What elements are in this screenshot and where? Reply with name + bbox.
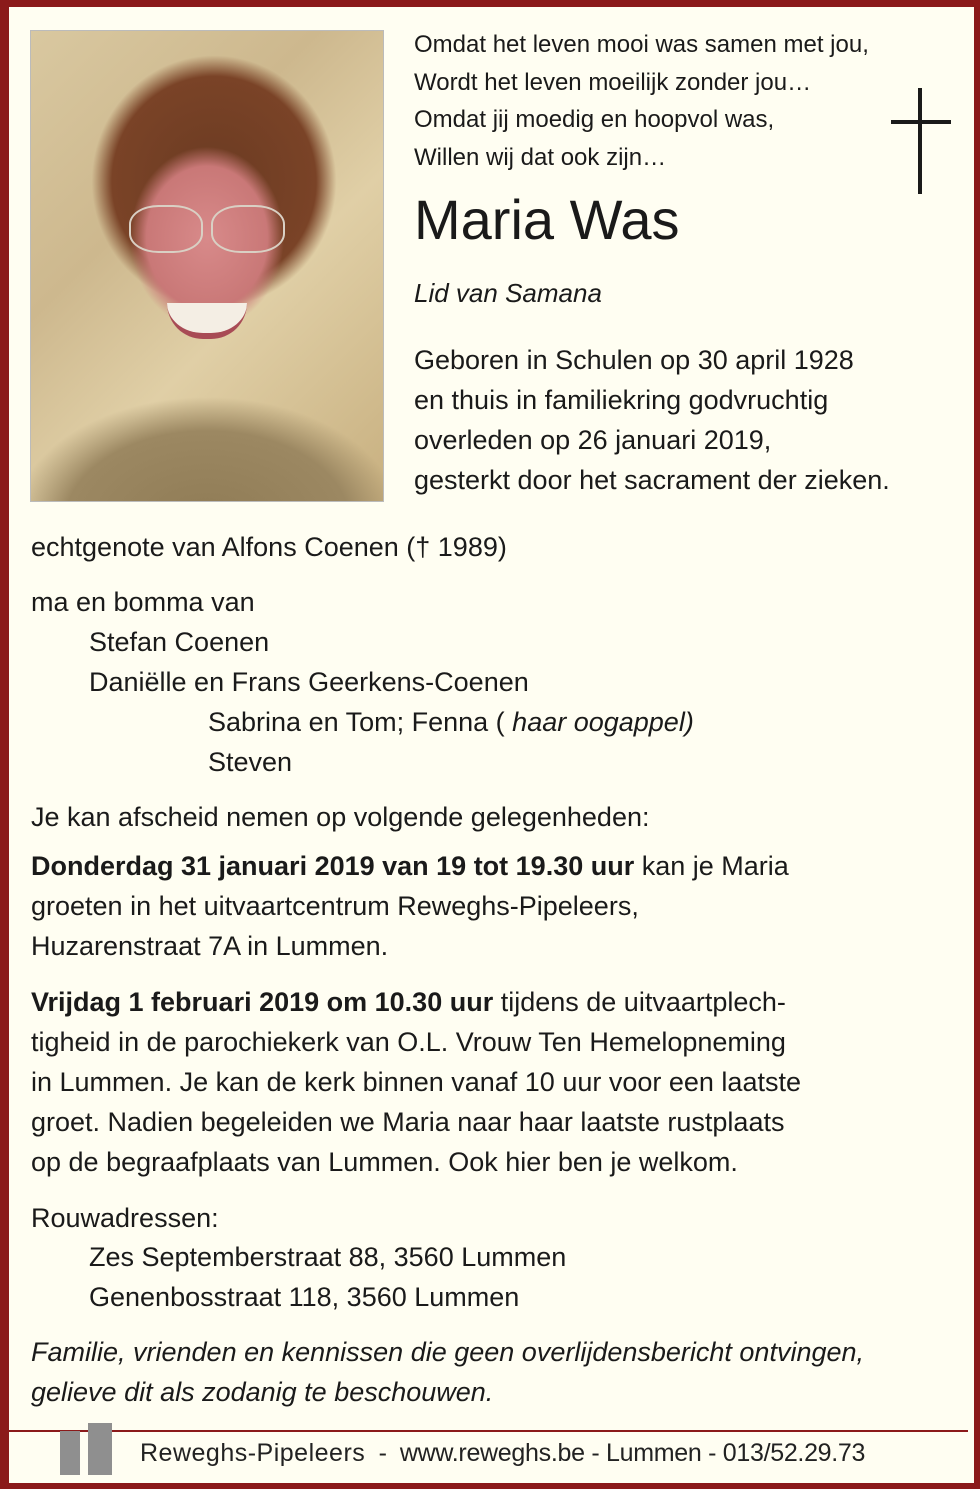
funeral-home-logo-icon (60, 1423, 114, 1475)
visit-line: groeten in het uitvaartcentrum Reweghs-Pipeleers, (31, 891, 639, 921)
grandchildren-line (208, 702, 694, 742)
notice-line: gelieve dit als zodanig te beschouwen. (31, 1377, 494, 1407)
border-top (0, 0, 980, 7)
addresses-label: Rouwadressen: (31, 1203, 219, 1233)
membership: Lid van Samana (414, 278, 602, 308)
smile (167, 303, 247, 339)
funeral-line (31, 982, 786, 1022)
child-name: Daniëlle en Frans Geerkens-Coenen (89, 667, 529, 697)
footer-details: - www.reweghs.be - Lummen - 013/52.29.73 (365, 1439, 866, 1467)
family-intro: ma en bomma van (31, 587, 255, 617)
notice-line: Familie, vrienden en kennissen die geen overlijdensbericht ontvingen, (31, 1337, 865, 1367)
birth-line: en thuis in familiekring godvruchtig (414, 385, 829, 415)
border-bottom (0, 1483, 980, 1489)
child-name: Stefan Coenen (89, 627, 270, 657)
glasses-right-lens (211, 205, 285, 253)
grandchild-name: Steven (208, 747, 293, 777)
poem-line: Omdat jij moedig en hoopvol was, (414, 106, 775, 133)
poem-line: Wordt het leven moeilijk zonder jou… (414, 68, 812, 96)
grandchildren-note: haar oogappel) (512, 707, 694, 737)
poem-line: Willen wij dat ook zijn… (414, 143, 667, 171)
birth-line: Geboren in Schulen op 30 april 1928 (414, 345, 854, 375)
funeral-text: tijdens de uitvaartplech- (493, 987, 786, 1017)
visit-line (31, 846, 789, 886)
address: Genenbosstraat 118, 3560 Lummen (89, 1282, 520, 1312)
poem (414, 26, 869, 176)
address: Zes Septemberstraat 88, 3560 Lummen (89, 1242, 567, 1272)
grandchildren-text: Sabrina en Tom; Fenna ( (208, 707, 513, 737)
farewell-intro: Je kan afscheid nemen op volgende gelegenheden: (31, 802, 650, 832)
birth-line: overleden op 26 januari 2019, (414, 425, 772, 455)
portrait-photo (30, 30, 384, 502)
deceased-name: Maria Was (414, 188, 680, 251)
footer-company: Reweghs-Pipeleers (140, 1439, 366, 1467)
footer (140, 1438, 865, 1468)
footer-divider (9, 1430, 968, 1432)
border-right (974, 0, 980, 1489)
poem-line: Omdat het leven mooi was samen met jou, (414, 31, 869, 58)
border-left (0, 0, 9, 1489)
glasses-left-lens (129, 205, 203, 253)
birth-line: gesterkt door het sacrament der zieken. (414, 465, 890, 495)
funeral-line: tigheid in de parochiekerk van O.L. Vrouw Ten Hemelopneming (31, 1027, 786, 1057)
birth-details (414, 340, 890, 500)
funeral-line: op de begraafplaats van Lummen. Ook hier ben je welkom. (31, 1147, 738, 1177)
visit-line: Huzarenstraat 7A in Lummen. (31, 931, 389, 961)
visit-text: kan je Maria (634, 851, 789, 881)
cross-icon (891, 88, 951, 194)
spouse-line: echtgenote van Alfons Coenen († 1989) (31, 532, 507, 562)
visit-date: Donderdag 31 januari 2019 van 19 tot 19.30 uur (31, 851, 635, 881)
funeral-date: Vrijdag 1 februari 2019 om 10.30 uur (31, 987, 494, 1017)
funeral-line: in Lummen. Je kan de kerk binnen vanaf 10 uur voor een laatste (31, 1067, 801, 1097)
funeral-line: groet. Nadien begeleiden we Maria naar haar laatste rustplaats (31, 1107, 785, 1137)
